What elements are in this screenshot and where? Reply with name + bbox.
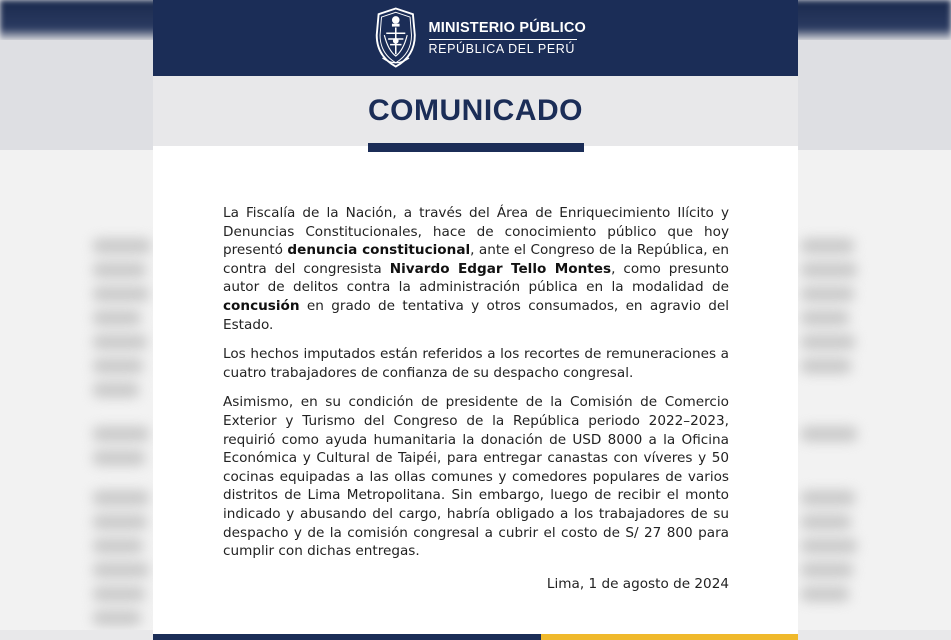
paragraph-2: Los hechos imputados están referidos a los recortes de remuneraciones a cuatro trabajadores de confianza de su despacho congresal. bbox=[223, 346, 729, 381]
ministerio-publico-seal-icon bbox=[371, 5, 421, 71]
paragraph-1: La Fiscalía de la Nación, a través del Área de Enriquecimiento Ilícito y Denuncias Constitucionales, hace de conocimiento público que hoy presentó denuncia constitucional, ante el Congreso de la República, en contra del congresista Nivardo Edgar Tello Montes, como presunto autor de delitos contra la administración pública en la modalidad de concusión en grado de tentativa y otros consumados, en agravio del Estado. bbox=[223, 205, 730, 333]
congressman-name: Nivardo Edgar Tello Montes bbox=[389, 260, 612, 277]
page-title: COMUNICADO bbox=[368, 94, 583, 127]
logo bbox=[371, 5, 586, 71]
org-name: MINISTERIO PÚBLICO bbox=[428, 20, 586, 36]
bold-phrase: denuncia constitucional bbox=[287, 242, 471, 259]
communique-body bbox=[223, 204, 729, 572]
footer-bar-gold bbox=[541, 634, 798, 640]
footer-bar-navy bbox=[153, 634, 541, 640]
logo-divider bbox=[429, 39, 577, 40]
communique-document bbox=[153, 0, 798, 640]
date-signoff: Lima, 1 de agosto de 2024 bbox=[546, 576, 729, 592]
bold-phrase: concusión bbox=[223, 297, 300, 314]
title-underline bbox=[368, 143, 584, 152]
header-bar bbox=[153, 0, 798, 76]
org-subtitle: REPÚBLICA DEL PERÚ bbox=[428, 42, 576, 56]
paragraph-3: Asimismo, en su condición de presidente de la Comisión de Comercio Exterior y Turismo del Congreso de la República periodo 2022–2023, requirió como ayuda humanitaria la donación de USD 8000 a la Oficina Económica y Cultural de Taipéi, para entregar canastas con víveres y 50 cocinas equipadas a las ollas comunes y comedores populares de varios distritos de Lima Metropolitana. Sin embargo, luego de recibir el monto indicado y abusando del cargo, habría obligado a los trabajadores de su despacho y de la comisión congresal a cubrir el costo de S/ 27 800 para cumplir con dichas entregas. bbox=[223, 394, 729, 560]
